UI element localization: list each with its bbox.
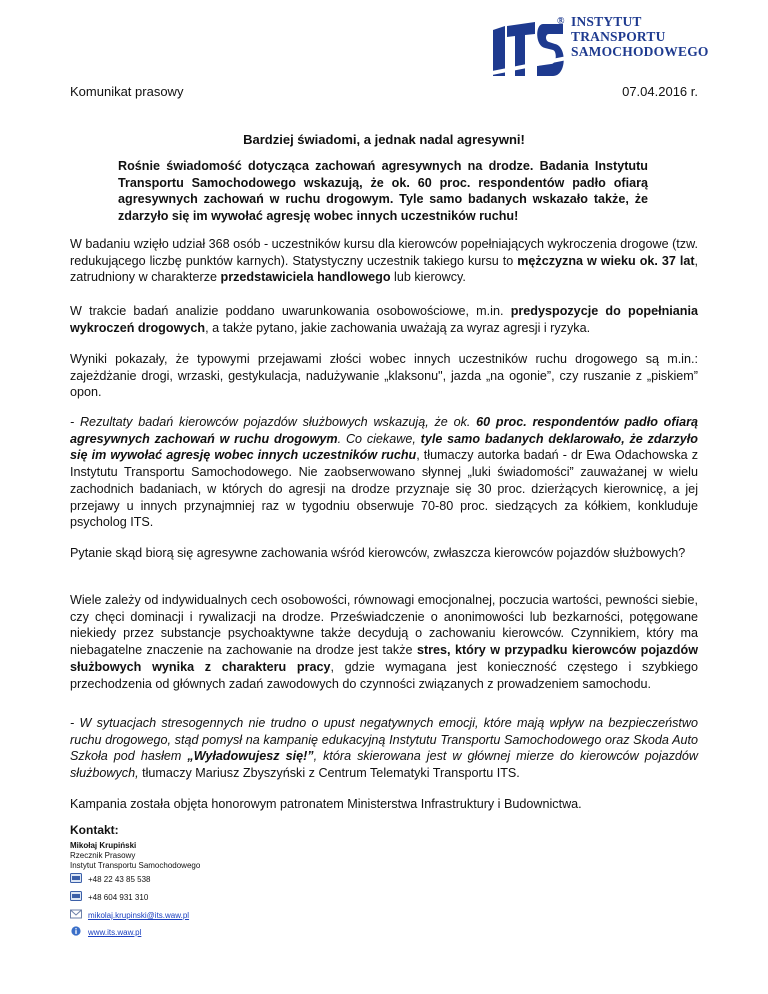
paragraph-8: Kampania została objęta honorowym patronatem Ministerstwa Infrastruktury i Budownictwa. — [70, 797, 582, 811]
paragraph-7: - W sytuacjach stresogennych nie trudno o upust negatywnych emocji, które mają wpływ na bezpieczeństwo ruchu drogowego, stąd pomysł na kampanię edukacyjną Instytutu Transportu Samochodowego oraz Skoda Auto Szkoła pod hasłem „Wyładowujesz się!”, która skierowana jest w głównej mierze do kierowców pojazdów służbowych, tłumaczy Mariusz Zbyszyński z Centrum Telematyki Transportu ITS. — [70, 716, 698, 781]
paragraph-6: Wiele zależy od indywidualnych cech osobowości, równowagi emocjonalnej, poczucia wartości, pewności siebie, czy chęci dominacji i rywalizacji na drodze. Przeświadczenie o anonimowości lub bezkarności, potęgowane niekiedy przez substancje psychoaktywne także decydują o zachowaniu kierowców. Czynnikiem, który ma niebagatelne znaczenie na zachowanie na drodze jest także stres, który w przypadku kierowców pojazdów służbowych wynika z charakteru pracy, gdzie wymagana jest konieczność częstego i szybkiego przechodzenia od głównych zadań zawodowych do czynności związanych z prowadzeniem samochodu. — [70, 593, 698, 691]
paragraph-5: Pytanie skąd biorą się agresywne zachowania wśród kierowców, zwłaszcza kierowców pojazdów służbowych? — [70, 546, 686, 560]
contact-heading: Kontakt: — [70, 823, 119, 837]
contact-org: Instytut Transportu Samochodowego — [70, 861, 201, 870]
its-logo-mark-icon — [487, 18, 567, 80]
contact-name: Mikołaj Krupiński — [70, 841, 137, 850]
email-icon — [70, 909, 82, 919]
logo-line-3: SAMOCHODOWEGO — [571, 44, 709, 59]
page-title: Bardziej świadomi, a jednak nadal agresywni! — [243, 132, 525, 147]
document-type: Komunikat prasowy — [70, 84, 184, 99]
logo-line-1: INSTYTUT — [571, 14, 642, 29]
paragraph-3: Wyniki pokazały, że typowymi przejawami złości wobec innych uczestników ruchu drogowego są m.in.: zajeżdżanie drogi, wrzaski, gestykulacja, nadużywanie „klaksonu", jazda „na ogonie”, czy ruszanie z „piskiem” opon. — [70, 352, 698, 400]
lead-paragraph: Rośnie świadomość dotycząca zachowań agresywnych na drodze. Badania Instytutu Transportu Samochodowego wskazują, że ok. 60 proc. respondentów padło ofiarą agresywnych zachowań w ruchu drogowym. Tyle samo badanych wskazało także, że zdarzyło się im wywołać agresję wobec innych uczestników ruchu! — [118, 159, 648, 223]
contact-phone-1: +48 22 43 85 538 — [88, 875, 151, 884]
paragraph-4: - Rezultaty badań kierowców pojazdów służbowych wskazują, że ok. 60 proc. respondentów padło ofiarą agresywnych zachowań w ruchu drogowym. Co ciekawe, tyle samo badanych deklarowało, że zdarzyło się im wywołać agresję wobec innych uczestników ruchu, tłumaczy autorka badań - dr Ewa Odachowska z Instytutu Transportu Samochodowego. Nie zaobserwowano słynnej „luki świadomości” zauważanej w wielu zachodnich badaniach, w których do agresji na drodze przyznaje się 30 proc. dzierżących kierownicę, a jej przejawy u innych przynajmniej raz w tygodniu obserwuje 70-80 proc. siedzących za kółkiem, konkluduje psycholog ITS. — [70, 415, 699, 530]
info-icon — [70, 926, 82, 936]
paragraph-1: W badaniu wzięło udział 368 osób - uczestników kursu dla kierowców popełniających wykroczenia drogowe (tzw. redukującego liczbę punktów karnych). Statystyczny uczestnik takiego kursu to mężczyzna w wieku ok. 37 lat, zatrudniony w charakterze przedstawiciela handlowego lub kierowcy. — [70, 237, 699, 285]
contact-phone-2: +48 604 931 310 — [88, 893, 149, 902]
contact-email-link[interactable]: mikolaj.krupinski@its.waw.pl — [88, 911, 190, 920]
document-date: 07.04.2016 r. — [622, 84, 698, 99]
contact-block — [70, 823, 201, 937]
logo-line-2: TRANSPORTU — [571, 29, 666, 44]
phone-icon — [70, 873, 82, 883]
its-logo — [487, 6, 717, 88]
its-logo-wordmark — [557, 14, 709, 59]
mobile-icon — [70, 891, 82, 901]
contact-web-link[interactable]: www.its.waw.pl — [88, 928, 142, 937]
contact-role: Rzecznik Prasowy — [70, 851, 136, 860]
registered-mark: ® — [557, 16, 565, 27]
paragraph-2: W trakcie badań analizie poddano uwarunkowania osobowościowe, m.in. predyspozycje do popełniania wykroczeń drogowych, a także pytano, jakie zachowania uważają za wyraz agresji i ryzyka. — [70, 304, 698, 335]
